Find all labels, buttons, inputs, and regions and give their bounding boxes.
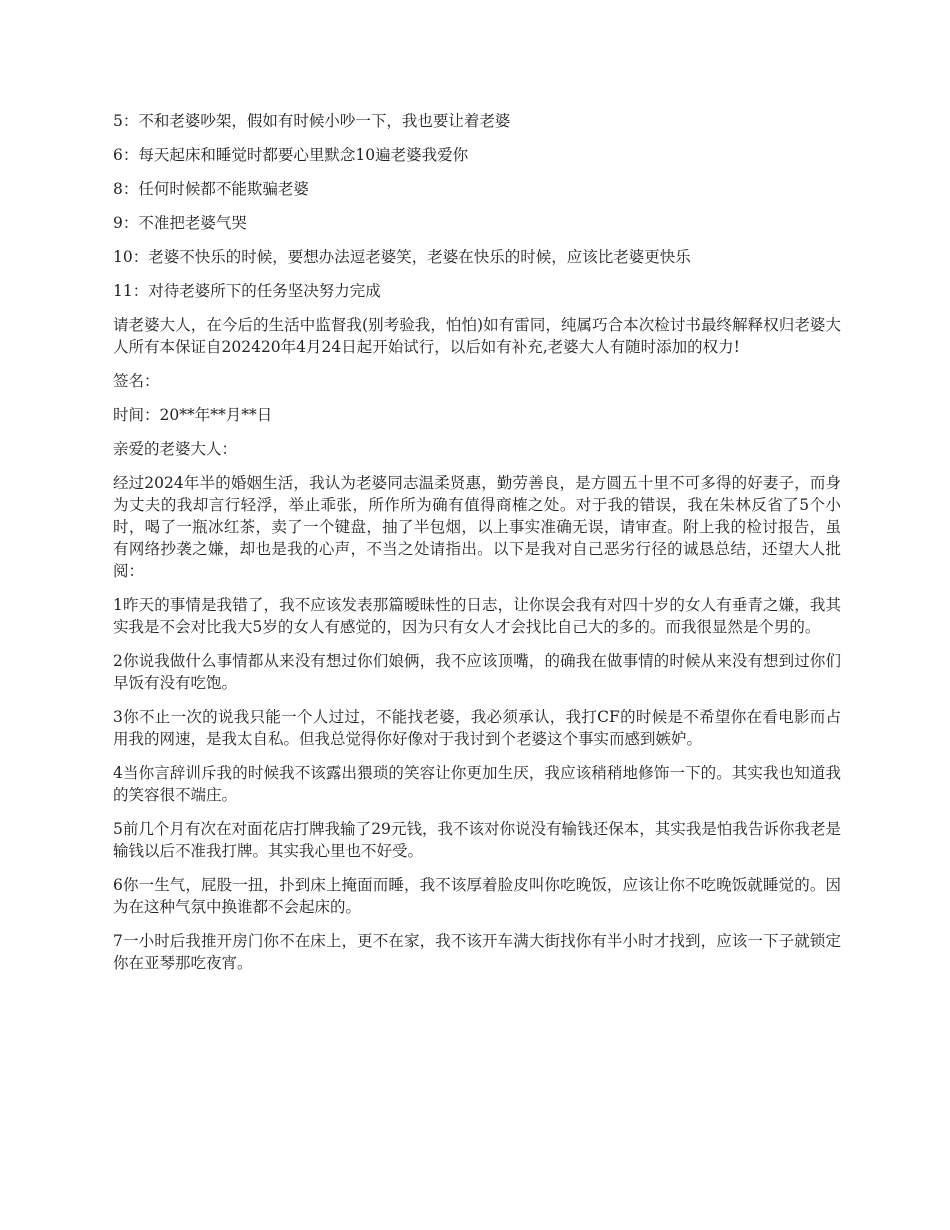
paragraph-item-6: 6你一生气，屁股一扭，扑到床上掩面而睡，我不该厚着脸皮叫你吃晚饭，应该让你不吃晚饭就睡觉的。因为在这种气氛中换谁都不会起床的。	[113, 876, 841, 916]
paragraph-rule-10: 10：老婆不快乐的时候，要想办法逗老婆笑，老婆在快乐的时候，应该比老婆更快乐	[113, 248, 691, 266]
paragraph-item-2: 2你说我做什么事情都从来没有想过你们娘俩，我不应该顶嘴，的确我在做事情的时候从来没有想到过你们早饭有没有吃饱。	[113, 652, 841, 692]
paragraph-item-7: 7一小时后我推开房门你不在床上，更不在家，我不该开车满大街找你有半小时才找到，应该一下子就锁定你在亚琴那吃夜宵。	[113, 932, 841, 972]
date-line: 时间：20**年**月**日	[113, 406, 273, 424]
paragraph-item-1: 1昨天的事情是我错了，我不应该发表那篇暧昧性的日志，让你误会我有对四十岁的女人有垂青之嫌，我其实我是不会对比我大5岁的女人有感觉的，因为只有女人才会找比自己大的多的。而我很显然是个男的。	[113, 596, 841, 636]
paragraph-item-4: 4当你言辞训斥我的时候我不该露出猥琐的笑容让你更加生厌，我应该稍稍地修饰一下的。其实我也知道我的笑容很不端庄。	[113, 764, 841, 804]
paragraph-supervision: 请老婆大人，在今后的生活中监督我(别考验我，怕怕)如有雷同，纯属巧合本次检讨书最终解释权归老婆大人所有本保证自202420年4月24日起开始试行，以后如有补充,老婆大人有随时添加的权力!	[113, 316, 841, 356]
paragraph-rule-5: 5：不和老婆吵架，假如有时候小吵一下，我也要让着老婆	[113, 112, 511, 130]
paragraph-rule-11: 11：对待老婆所下的任务坚决努力完成	[113, 282, 381, 300]
document-body	[113, 110, 841, 986]
paragraph-rule-8: 8：任何时候都不能欺骗老婆	[113, 180, 309, 198]
signature-line: 签名：	[113, 372, 160, 390]
salutation: 亲爱的老婆大人：	[113, 440, 238, 458]
paragraph-item-3: 3你不止一次的说我只能一个人过过，不能找老婆，我必须承认，我打CF的时候是不希望你在看电影而占用我的网速，是我太自私。但我总觉得你好像对于我讨到个老婆这个事实而感到嫉妒。	[113, 708, 841, 748]
paragraph-rule-6: 6：每天起床和睡觉时都要心里默念10遍老婆我爱你	[113, 146, 469, 164]
paragraph-rule-9: 9：不准把老婆气哭	[113, 214, 247, 232]
paragraph-intro: 经过2024年半的婚姻生活，我认为老婆同志温柔贤惠，勤劳善良，是方圆五十里不可多得的好妻子，而身为丈夫的我却言行轻浮，举止乖张，所作所为确有值得商榷之处。对于我的错误，我在朱林反省了5个小时，喝了一瓶冰红茶，卖了一个键盘，抽了半包烟，以上事实准确无误，请审查。附上我的检讨报告，虽有网络抄袭之嫌，却也是我的心声，不当之处请指出。以下是我对自己恶劣行径的诚恳总结，还望大人批阅：	[113, 474, 841, 580]
paragraph-item-5: 5前几个月有次在对面花店打牌我输了29元钱，我不该对你说没有输钱还保本，其实我是怕我告诉你我老是输钱以后不准我打牌。其实我心里也不好受。	[113, 820, 841, 860]
